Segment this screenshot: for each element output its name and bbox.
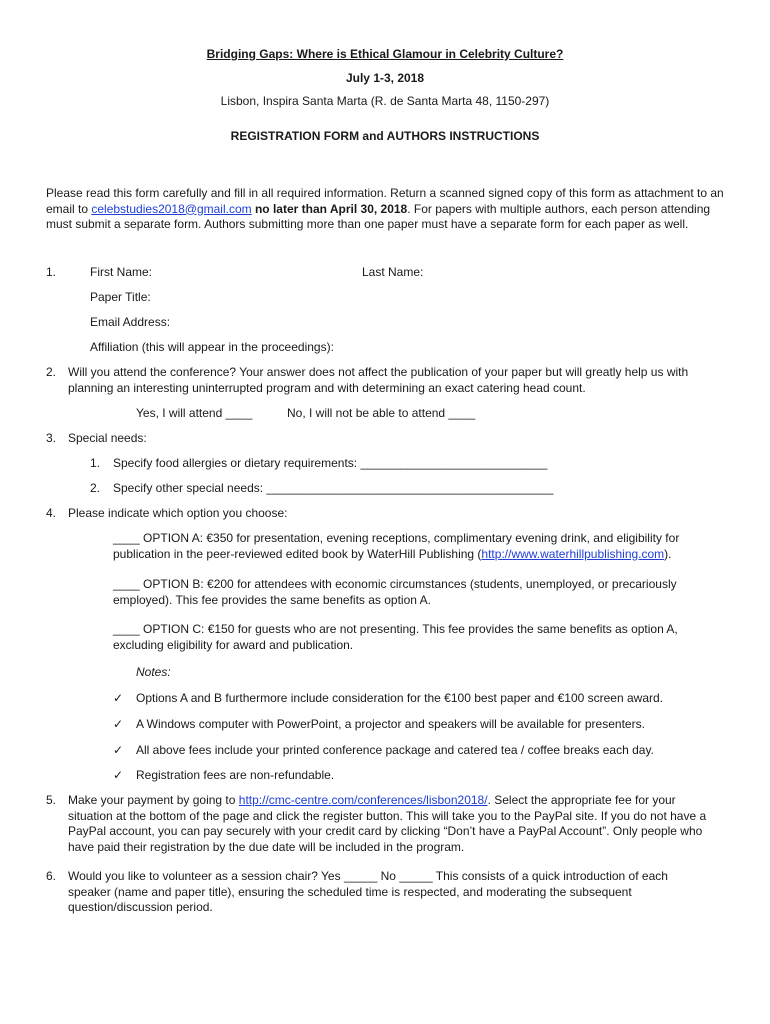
last-name-label: Last Name: <box>362 265 424 279</box>
payment-text-1: Make your payment by going to <box>68 793 239 807</box>
payment-link[interactable]: http://cmc-centre.com/conferences/lisbon2018/ <box>238 793 488 807</box>
attend-no-option[interactable]: No, I will not be able to attend ____ <box>287 406 476 420</box>
note-item: Options A and B furthermore include consideration for the €100 best paper and €100 screen award. <box>136 691 664 705</box>
option-question: Please indicate which option you choose: <box>68 506 288 520</box>
intro-text-2: . For papers with multiple authors, each person attending must submit a separate form. Authors submitting more than one paper must have a separate form for each paper as well. <box>46 201 711 231</box>
item-4-number: 4. <box>46 506 57 520</box>
form-title: REGISTRATION FORM and AUTHORS INSTRUCTIONS <box>230 129 540 143</box>
first-name-label: First Name: <box>90 265 153 279</box>
item-1-number: 1. <box>46 265 57 279</box>
checkmark-icon: ✓ <box>113 768 124 782</box>
email-address-label: Email Address: <box>90 315 171 329</box>
sub-item-1-number: 1. <box>90 456 101 470</box>
payment-text-2: . Select the appropriate fee for your situation at the bottom of the page and click the register button. This will take you to the PayPal site. If you do not have a PayPal account, you can pay securely with your credit card by clicking “Don’t have a PayPal Account”. Only people who have paid their registration by the due date will be included in the program. <box>68 793 707 854</box>
note-item: All above fees include your printed conference package and catered tea / coffee breaks each day. <box>136 743 654 757</box>
conference-date: July 1-3, 2018 <box>345 71 425 85</box>
item-3-number: 3. <box>46 431 57 445</box>
option-a-text: ____ OPTION A: €350 for presentation, evening receptions, complimentary evening drink, and eligibility for publication in the peer-reviewed edited book by WaterHill Publishing ( <box>113 531 680 561</box>
option-a[interactable] <box>113 531 713 562</box>
document-title: Bridging Gaps: Where is Ethical Glamour in Celebrity Culture? <box>206 47 564 61</box>
attend-yes-option[interactable]: Yes, I will attend ____ <box>136 406 253 420</box>
checkmark-icon: ✓ <box>113 691 124 705</box>
item-2-number: 2. <box>46 365 57 379</box>
deadline-text: no later than April 30, 2018 <box>251 201 408 216</box>
note-item: Registration fees are non-refundable. <box>136 768 335 782</box>
other-needs-field[interactable]: Specify other special needs: ___________________________________________ <box>113 481 554 495</box>
option-b[interactable]: ____ OPTION B: €200 for attendees with economic circumstances (students, unemployed, or precariously employed). This fee provides the same benefits as option A. <box>113 577 677 607</box>
publisher-link[interactable]: http://www.waterhillpublishing.com <box>481 546 665 561</box>
note-item: A Windows computer with PowerPoint, a projector and speakers will be available for presenters. <box>136 717 645 731</box>
intro-text-1: Please read this form carefully and fill in all required information. Return a scanned signed copy of this form as attachment to an email to <box>46 186 724 216</box>
special-needs-label: Special needs: <box>68 431 147 445</box>
sub-item-2-number: 2. <box>90 481 101 495</box>
checkmark-icon: ✓ <box>113 743 124 757</box>
intro-paragraph <box>46 186 736 233</box>
checkmark-icon: ✓ <box>113 717 124 731</box>
contact-email-link[interactable]: celebstudies2018@gmail.com <box>91 201 252 216</box>
item-5-number: 5. <box>46 793 57 807</box>
session-chair-question[interactable]: Would you like to volunteer as a session chair? Yes _____ No _____ This consists of a quick introduction of each speaker (name and paper title), ensuring the scheduled time is respected, and moderating the subsequent question/discussion period. <box>68 869 668 914</box>
attendance-question: Will you attend the conference? Your answer does not affect the publication of your paper but will greatly help us with planning an interesting uninterrupted program and with determining an exact catering head count. <box>68 365 689 395</box>
notes-label: Notes: <box>136 665 171 679</box>
payment-instructions <box>68 793 713 855</box>
paper-title-label: Paper Title: <box>90 290 151 304</box>
affiliation-label: Affiliation (this will appear in the proceedings): <box>90 340 334 354</box>
item-6-number: 6. <box>46 869 57 883</box>
conference-venue: Lisbon, Inspira Santa Marta (R. de Santa Marta 48, 1150-297) <box>220 94 550 108</box>
option-a-end: ). <box>664 546 672 561</box>
option-c[interactable]: ____ OPTION C: €150 for guests who are not presenting. This fee provides the same benefits as option A, excluding eligibility for award and publication. <box>113 622 678 652</box>
food-allergies-field[interactable]: Specify food allergies or dietary requirements: ____________________________ <box>113 456 548 470</box>
